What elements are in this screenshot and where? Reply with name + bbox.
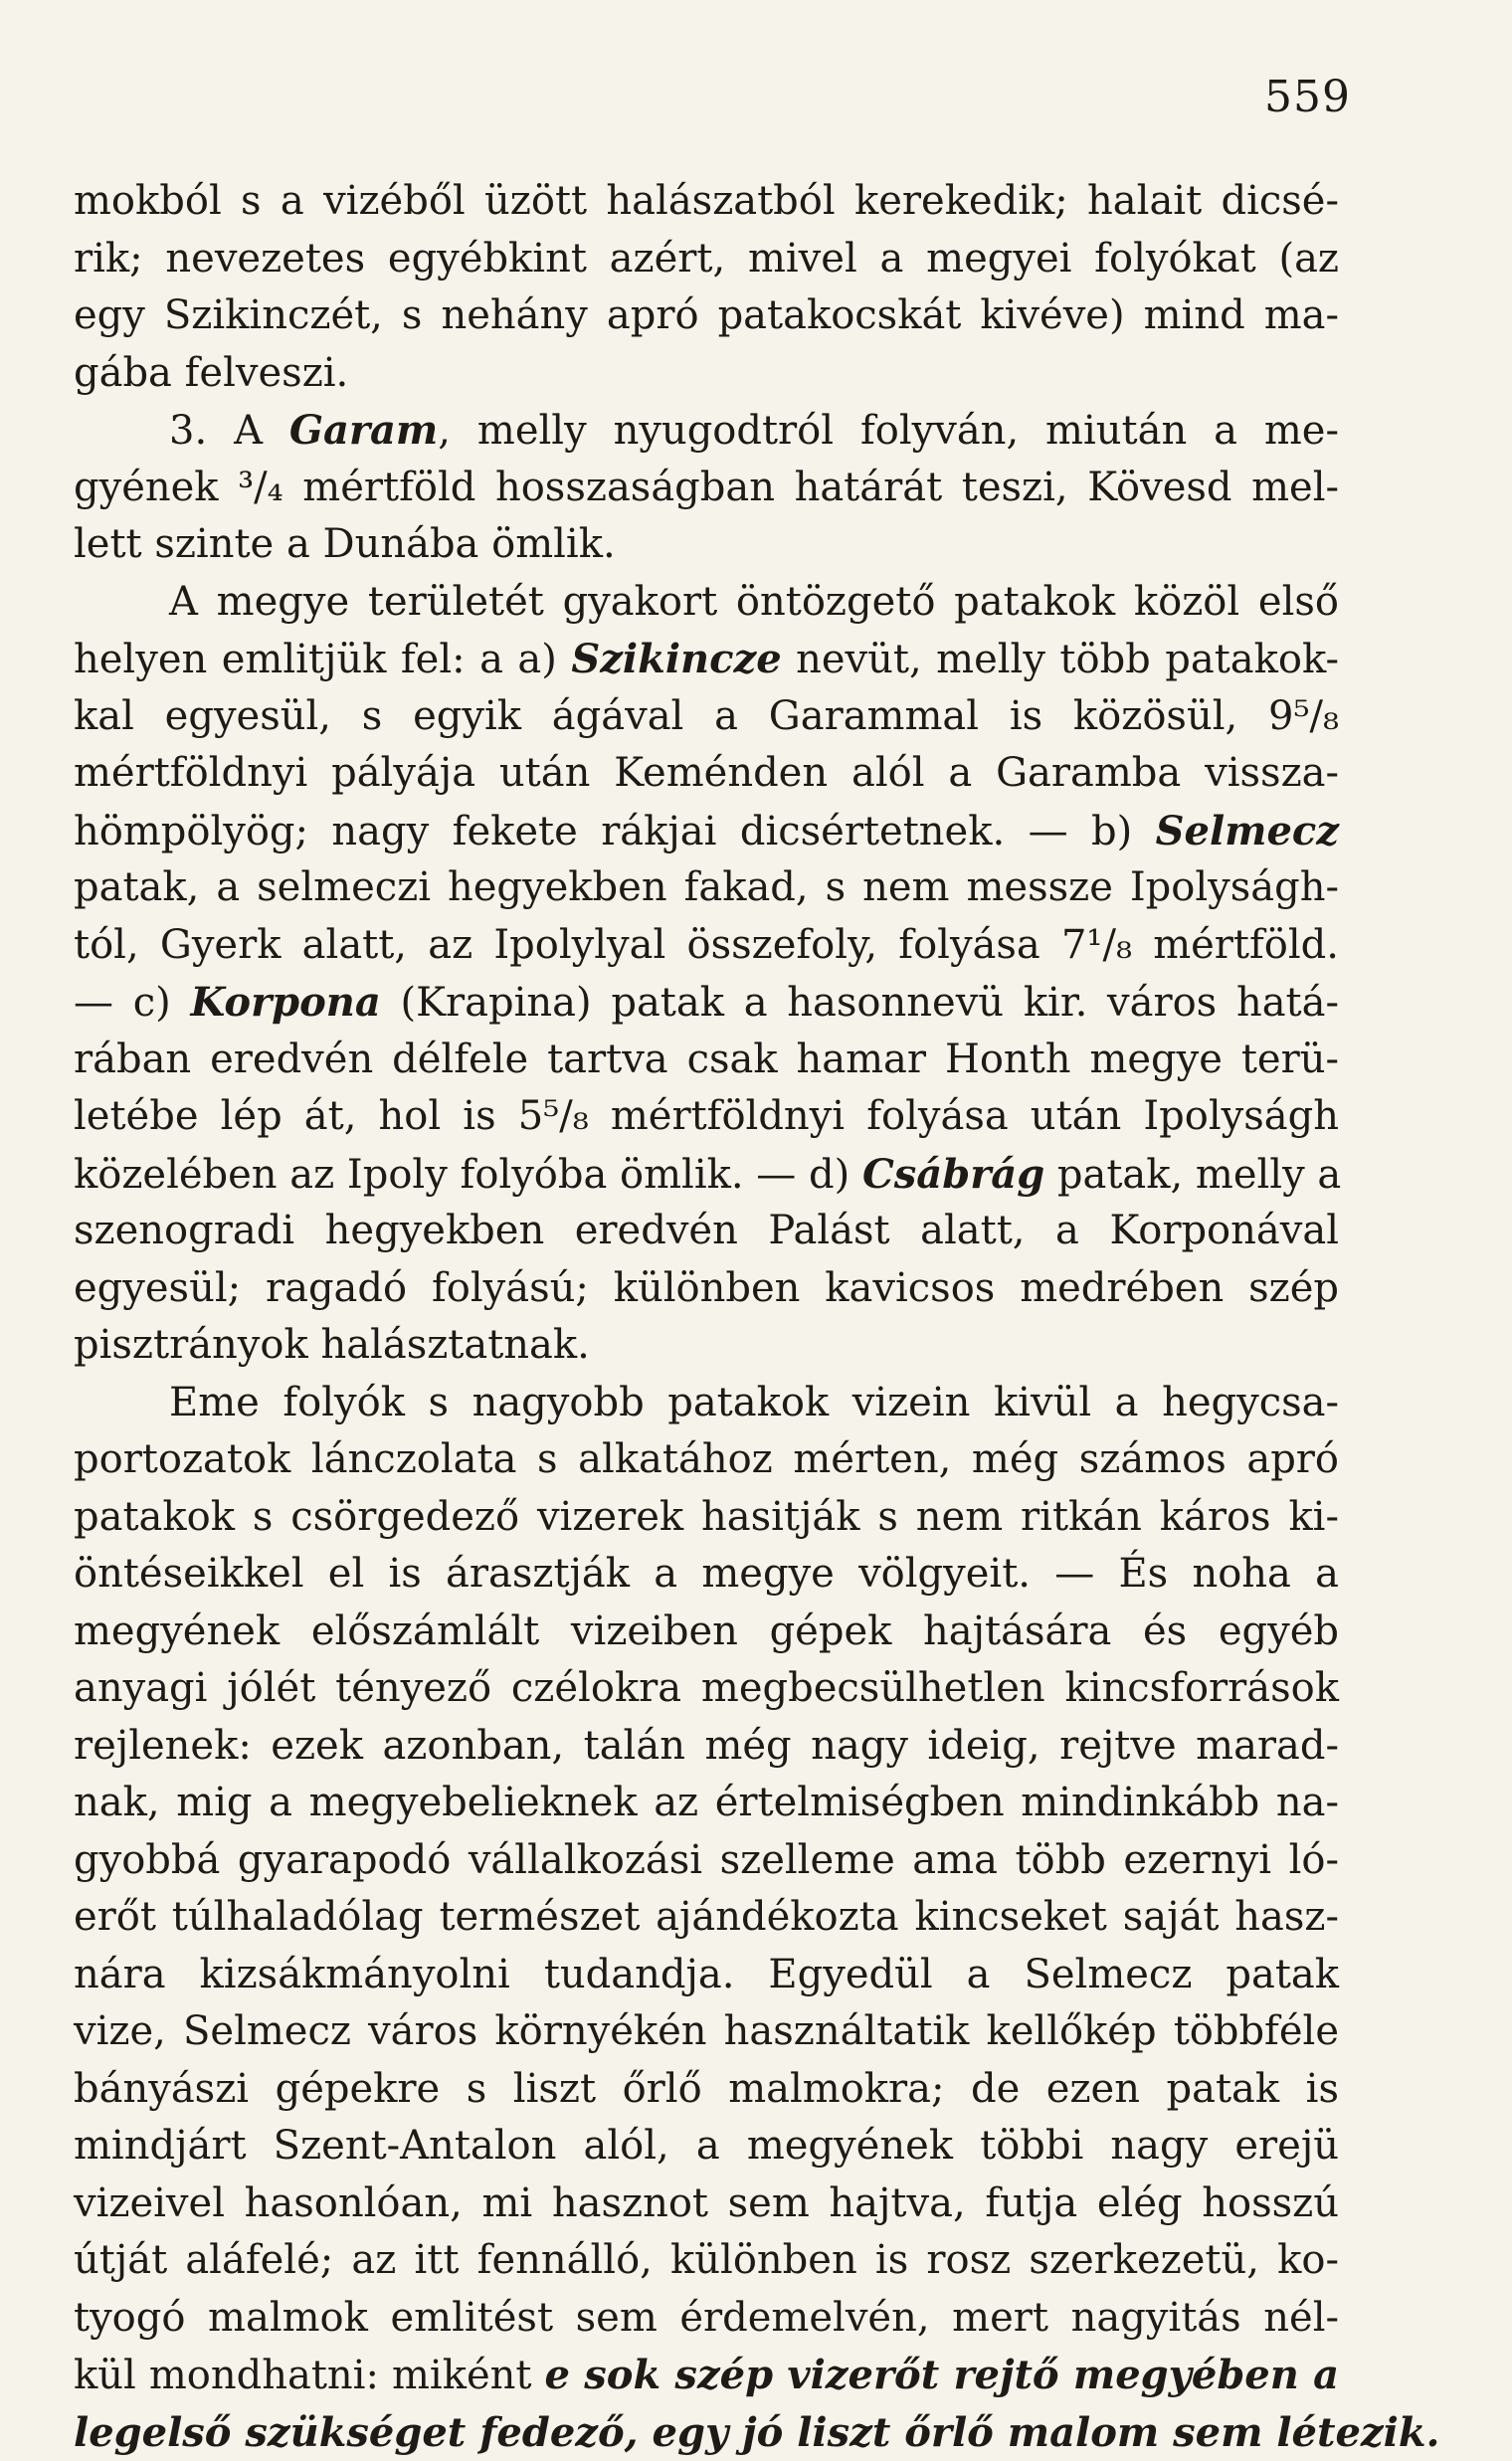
text-fragment: nevüt, melly több patakok- bbox=[782, 637, 1339, 682]
text-line: mindjárt Szent-Antalon alól, a megyének többi nagy erejü bbox=[74, 2118, 1339, 2176]
text-fragment: közelében az Ipoly folyóba ömlik. — d) bbox=[74, 1152, 862, 1198]
stream-name-csabrag: Csábrág bbox=[862, 1151, 1044, 1198]
text-line: anyagi jólét tényező czélokra megbecsülhetlen kincsforrások bbox=[74, 1660, 1339, 1718]
text-line-emphasis-start bbox=[74, 2347, 1339, 2404]
text-line: öntéseikkel el is árasztják a megye völgyeit. — És noha a bbox=[74, 1546, 1339, 1604]
text-line: erőt túlhaladólag természet ajándékozta kincseket saját hasz- bbox=[74, 1889, 1339, 1947]
text-line: vize, Selmecz város környékén használtatik kellőkép többféle bbox=[74, 2003, 1339, 2061]
stream-name-szikincze: Szikincze bbox=[571, 636, 781, 682]
text-line-selmecz bbox=[74, 803, 1339, 860]
emphasized-text: e sok szép vizerőt rejtő megyében a bbox=[545, 2352, 1339, 2398]
page-number: 559 bbox=[1264, 72, 1351, 122]
text-line: egyesül; ragadó folyású; különben kavicsos medrében szép bbox=[74, 1260, 1339, 1318]
text-fragment: kül mondhatni: miként bbox=[74, 2353, 545, 2398]
text-line: patak, a selmeczi hegyekben fakad, s nem messze Ipolyságh- bbox=[74, 859, 1339, 917]
text-line: szenogradi hegyekben eredvén Palást alatt, a Korponával bbox=[74, 1203, 1339, 1260]
text-line: mértföldnyi pályája után Keménden alól a Garamba vissza- bbox=[74, 745, 1339, 803]
text-line-korpona bbox=[74, 974, 1339, 1032]
text-fragment: hömpölyög; nagy fekete rákjai dicsértetnek. — b) bbox=[74, 809, 1156, 854]
text-line-csabrag bbox=[74, 1146, 1339, 1204]
emphasized-text-line: legelső szükséget fedező, egy jó liszt őrlő malom sem létezik. bbox=[74, 2404, 1339, 2461]
text-line-garam bbox=[74, 402, 1339, 460]
body-text bbox=[74, 173, 1339, 2461]
text-line: gyének ³/₄ mértföld hosszaságban határát teszi, Kövesd mel- bbox=[74, 460, 1339, 517]
text-line: rejlenek: ezek azonban, talán még nagy ideig, rejtve marad- bbox=[74, 1718, 1339, 1776]
text-line: portozatok lánczolata s alkatához mérten, még számos apró bbox=[74, 1431, 1339, 1489]
text-line: tól, Gyerk alatt, az Ipolylyal összefoly, folyása 7¹/₈ mértföld. bbox=[74, 917, 1339, 975]
text-line: megyének előszámlált vizeiben gépek hajtására és egyéb bbox=[74, 1604, 1339, 1661]
text-line: mokból s a vizéből üzött halászatból kerekedik; halait dicsé- bbox=[74, 173, 1339, 231]
text-fragment: helyen emlitjük fel: a a) bbox=[74, 637, 571, 682]
text-line: gyobbá gyarapodó vállalkozási szelleme ama több ezernyi ló- bbox=[74, 1832, 1339, 1890]
text-line: nak, mig a megyebelieknek az értelmiségben mindinkább na- bbox=[74, 1775, 1339, 1832]
text-line: kal egyesül, s egyik ágával a Garammal is közösül, 9⁵/₈ bbox=[74, 688, 1339, 746]
text-line-szikincze bbox=[74, 631, 1339, 688]
text-line: lett szinte a Dunába ömlik. bbox=[74, 516, 1339, 574]
text-line: patakok s csörgedező vizerek hasitják s nem ritkán káros ki- bbox=[74, 1489, 1339, 1547]
text-line: bányászi gépekre s liszt őrlő malmokra; de ezen patak is bbox=[74, 2061, 1339, 2119]
text-line: nára kizsákmányolni tudandja. Egyedül a Selmecz patak bbox=[74, 1947, 1339, 2004]
stream-name-selmecz: Selmecz bbox=[1156, 808, 1339, 854]
text-fragment: (Krapina) patak a hasonnevü kir. város hatá- bbox=[381, 980, 1339, 1026]
text-line: pisztrányok halásztatnak. bbox=[74, 1317, 1339, 1375]
text-fragment: patak, melly a bbox=[1044, 1152, 1341, 1198]
text-line: rában eredvén délfele tartva csak hamar Honth megye terü- bbox=[74, 1032, 1339, 1089]
text-line: rik; nevezetes egyébkint azért, mivel a megyei folyókat (az bbox=[74, 231, 1339, 288]
text-line: útját aláfelé; az itt fennálló, különben is rosz szerkezetü, ko- bbox=[74, 2232, 1339, 2290]
text-line: Eme folyók s nagyobb patakok vizein kivül a hegycsa- bbox=[74, 1375, 1339, 1432]
text-line: A megye területét gyakort öntözgető patakok közöl első bbox=[74, 574, 1339, 632]
text-line: letébe lép át, hol is 5⁵/₈ mértföldnyi folyása után Ipolyságh bbox=[74, 1088, 1339, 1146]
text-line: gába felveszi. bbox=[74, 345, 1339, 403]
text-fragment: 3. A bbox=[169, 408, 289, 454]
text-fragment: , melly nyugodtról folyván, miután a me- bbox=[438, 408, 1339, 454]
text-line: tyogó malmok emlitést sem érdemelvén, mert nagyitás nél- bbox=[74, 2290, 1339, 2348]
text-fragment: — c) bbox=[74, 980, 191, 1026]
stream-name-korpona: Korpona bbox=[191, 979, 381, 1026]
text-line: egy Szikinczét, s nehány apró patakocskát kivéve) mind ma- bbox=[74, 287, 1339, 345]
text-line: vizeivel hasonlóan, mi hasznot sem hajtva, futja elég hosszú bbox=[74, 2176, 1339, 2233]
river-name-garam: Garam bbox=[289, 407, 438, 454]
